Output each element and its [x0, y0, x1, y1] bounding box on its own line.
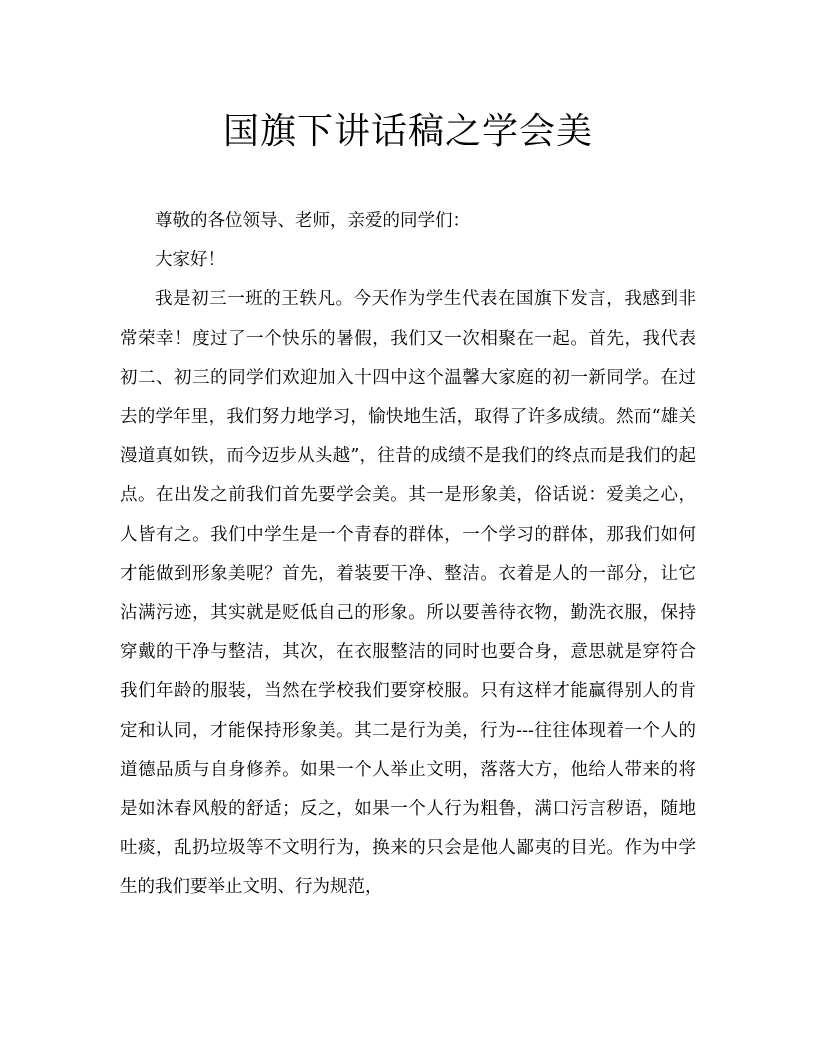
- document-body: [120, 202, 696, 908]
- greeting-paragraph: 大家好！: [155, 250, 225, 271]
- salutation-paragraph: 尊敬的各位领导、老师，亲爱的同学们：: [155, 211, 470, 231]
- page-title: 国旗下讲话稿之学会美: [222, 111, 593, 152]
- speech-body-paragraph: 我是初三一班的王轶凡。今天作为学生代表在国旗下发言，我感到非常荣幸！度过了一个快乐的暑假，我们又一次相聚在一起。首先，我代表初二、初三的同学们欢迎加入十四中这个温馨大家庭的初一新同学。在过去的学年里，我们努力地学习，愉快地生活，取得了许多成绩。然而“雄关漫道真如铁，而今迈步从头越”，往昔的成绩不是我们的终点而是我们的起点。在出发之前我们首先要学会美。其一是形象美，俗话说：爱美之心，人皆有之。我们中学生是一个青春的群体，一个学习的群体，那我们如何才能做到形象美呢？首先，着装要干净、整洁。衣着是人的一部分，让它沾满污迹，其实就是贬低自己的形象。所以要善待衣物，勤洗衣服，保持穿戴的干净与整洁，其次，在衣服整洁的同时也要合身，意思就是穿符合我们年龄的服装，当然在学校我们要穿校服。只有这样才能赢得别人的肯定和认同，才能保持形象美。其二是行为美，行为---往往体现着一个人的道德品质与自身修养。如果一个人举止文明，落落大方，他给人带来的将是如沐春风般的舒适；反之，如果一个人行为粗鲁，满口污言秽语，随地吐痰，乱扔垃圾等不文明行为，换来的只会是他人鄙夷的目光。作为中学生的我们要举止文明、行为规范，: [120, 289, 696, 898]
